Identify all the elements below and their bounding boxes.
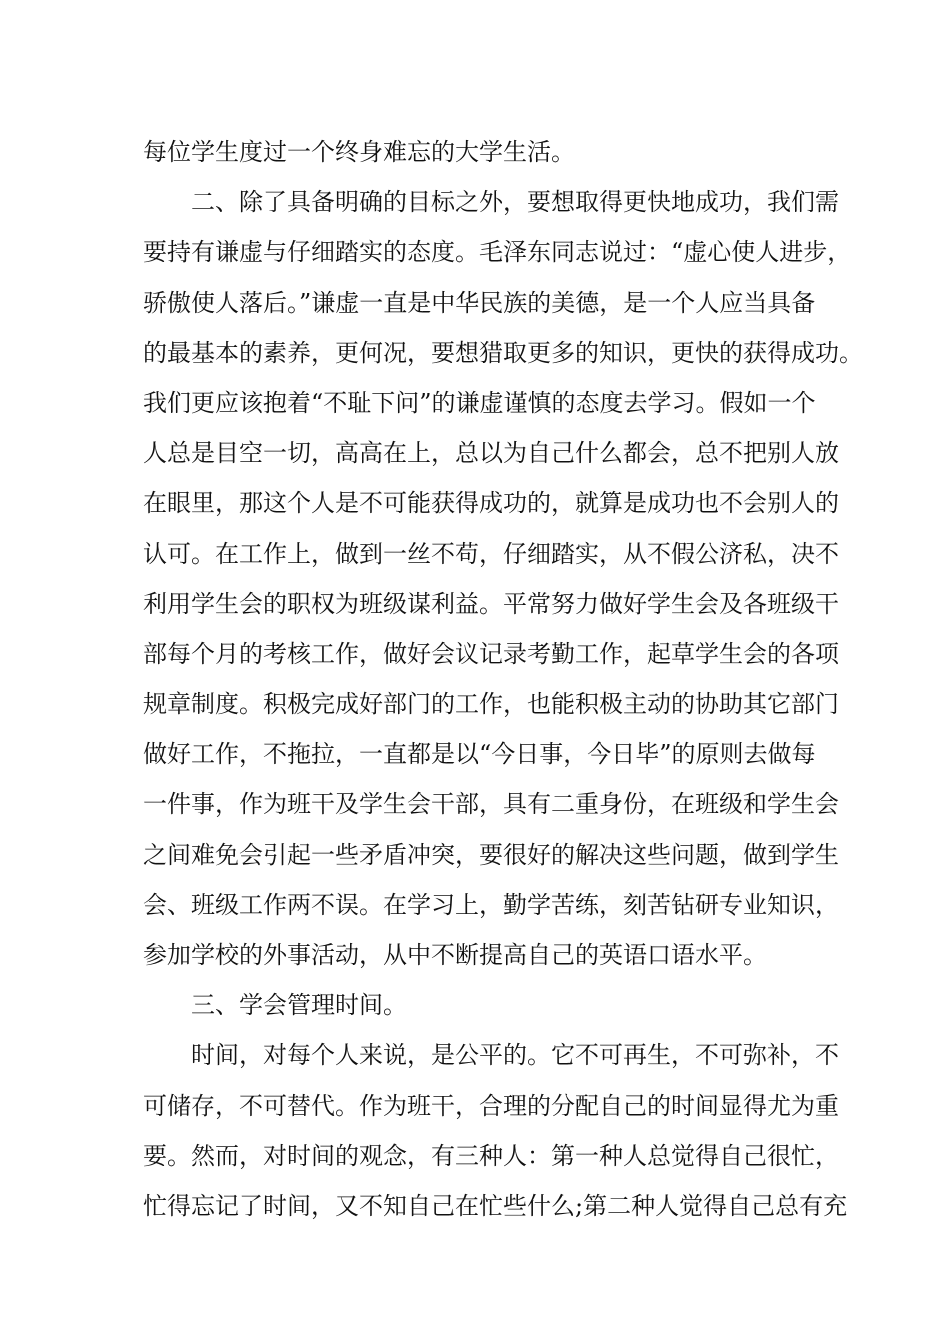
text-line: 利用学生会的职权为班级谋利益。平常努力做好学生会及各班级干 [143,589,839,618]
text-line: 要。然而，对时间的观念，有三种人：第一种人总觉得自己很忙， [143,1141,839,1170]
text-line: 之间难免会引起一些矛盾冲突，要很好的解决这些问题，做到学生 [143,840,839,869]
section-heading-2: 二、除了具备明确的目标之外，要想取得更快地成功，我们需 [191,188,839,217]
text-line: 我们更应该抱着“不耻下问”的谦虚谨慎的态度去学习。假如一个 [143,388,816,417]
text-line: 人总是目空一切，高高在上，总以为自己什么都会，总不把别人放 [143,439,839,468]
text-line: 骄傲使人落后。”谦虚一直是中华民族的美德，是一个人应当具备 [143,288,816,317]
text-line: 规章制度。积极完成好部门的工作，也能积极主动的协助其它部门 [143,690,839,719]
text-line: 参加学校的外事活动，从中不断提高自己的英语口语水平。 [143,941,767,969]
text-line: 忙得忘记了时间，又不知自己在忙些什么;第二种人觉得自己总有充 [143,1191,848,1220]
text-line: 的最基本的素养，更何况，要想猎取更多的知识，更快的获得成功。 [143,338,863,367]
section-heading-3: 三、学会管理时间。 [191,991,407,1020]
body-text [143,127,863,1231]
text-line: 部每个月的考核工作，做好会议记录考勤工作，起草学生会的各项 [143,639,839,668]
text-line: 认可。在工作上，做到一丝不苟，仔细踏实，从不假公济私，决不 [143,539,839,568]
text-line: 会、班级工作两不误。在学习上，勤学苦练，刻苦钻研专业知识， [143,890,839,919]
text-line: 在眼里，那这个人是不可能获得成功的，就算是成功也不会别人的 [143,489,839,518]
text-line: 一件事，作为班干及学生会干部，具有二重身份，在班级和学生会 [143,790,839,819]
text-line: 要持有谦虚与仔细踏实的态度。毛泽东同志说过：“虚心使人进步， [143,238,852,267]
text-line: 时间，对每个人来说，是公平的。它不可再生，不可弥补，不 [191,1041,839,1070]
text-line: 每位学生度过一个终身难忘的大学生活。 [143,138,575,166]
text-line: 做好工作，不拖拉，一直都是以“今日事，今日毕”的原则去做每 [143,740,816,769]
text-line: 可储存，不可替代。作为班干，合理的分配自己的时间显得尤为重 [143,1091,839,1120]
